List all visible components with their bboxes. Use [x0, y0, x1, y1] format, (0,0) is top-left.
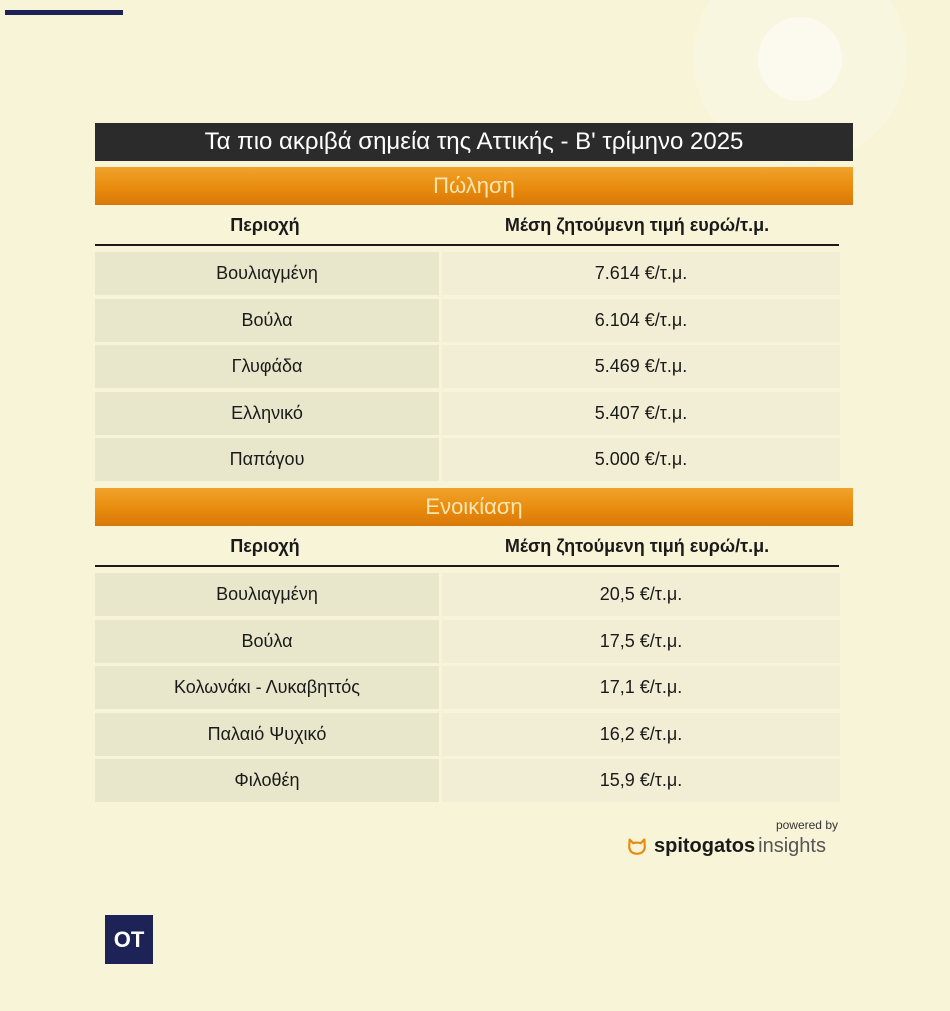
brand-name-bold: spitogatos: [654, 834, 756, 857]
area-cell: Φιλοθέη: [95, 759, 439, 802]
brand-name-light: insights: [758, 834, 826, 857]
rent-col-area: Περιοχή: [230, 535, 300, 556]
table-row: [95, 299, 840, 342]
sale-col-price: Μέση ζητούμενη τιμή ευρώ/τ.μ.: [504, 214, 770, 235]
table-row: [95, 438, 840, 481]
table-row: [95, 666, 840, 709]
area-cell: Κολωνάκι - Λυκαβηττός: [95, 666, 439, 709]
decorative-dot: [758, 17, 842, 101]
table-row: [95, 345, 840, 388]
area-cell: Βουλιαγμένη: [95, 573, 439, 616]
rent-rows: [95, 573, 840, 806]
table-row: [95, 573, 840, 616]
sale-column-headers: [95, 206, 839, 246]
price-cell: 6.104 €/τ.μ.: [442, 299, 840, 342]
sale-rows: [95, 252, 840, 485]
area-cell: Παπάγου: [95, 438, 439, 481]
rent-col-price: Μέση ζητούμενη τιμή ευρώ/τ.μ.: [504, 535, 770, 556]
area-cell: Βούλα: [95, 299, 439, 342]
price-cell: 15,9 €/τ.μ.: [442, 759, 840, 802]
area-cell: Παλαιό Ψυχικό: [95, 713, 439, 756]
table-row: [95, 392, 840, 435]
price-cell: 17,5 €/τ.μ.: [442, 620, 840, 663]
powered-by-label: powered by: [775, 818, 838, 832]
table-row: [95, 713, 840, 756]
price-cell: 17,1 €/τ.μ.: [442, 666, 840, 709]
area-cell: Βούλα: [95, 620, 439, 663]
sale-section-header: Πώληση: [95, 167, 853, 205]
area-cell: Γλυφάδα: [95, 345, 439, 388]
area-cell: Βουλιαγμένη: [95, 252, 439, 295]
table-title: Τα πιο ακριβά σημεία της Αττικής - Β' τρίμηνο 2025: [95, 123, 853, 161]
price-cell: 5.469 €/τ.μ.: [442, 345, 840, 388]
price-cell: 16,2 €/τ.μ.: [442, 713, 840, 756]
price-cell: 5.407 €/τ.μ.: [442, 392, 840, 435]
rent-column-headers: [95, 527, 839, 567]
price-cell: 7.614 €/τ.μ.: [442, 252, 840, 295]
top-accent-line: [5, 10, 123, 15]
rent-section-header: Ενοικίαση: [95, 488, 853, 526]
price-cell: 5.000 €/τ.μ.: [442, 438, 840, 481]
price-cell: 20,5 €/τ.μ.: [442, 573, 840, 616]
ot-logo: OT: [105, 915, 153, 964]
spitogatos-insights-logo: [626, 833, 826, 859]
cat-icon: [626, 835, 648, 857]
table-row: [95, 759, 840, 802]
area-cell: Ελληνικό: [95, 392, 439, 435]
table-row: [95, 620, 840, 663]
sale-col-area: Περιοχή: [230, 214, 300, 235]
table-row: [95, 252, 840, 295]
